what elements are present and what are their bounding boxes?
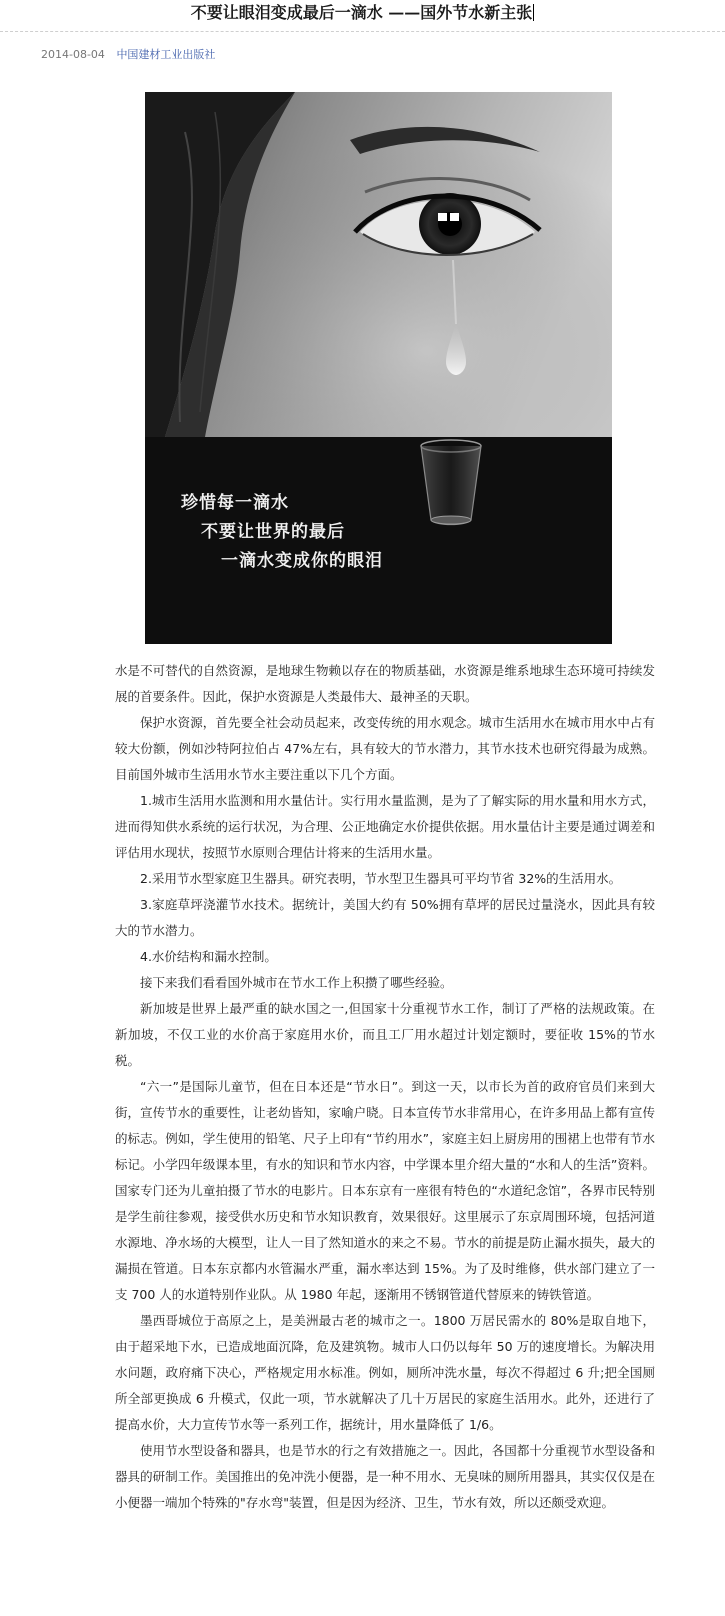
publish-date: 2014-08-04 xyxy=(41,48,105,61)
paragraph: 新加坡是世界上最严重的缺水国之一,但国家十分重视节水工作，制订了严格的法规政策。在新加坡，不仅工业的水价高于家庭用水价，而且工厂用水超过计划定额时，要征收 15%的节水税。 xyxy=(115,1001,655,1068)
paragraph: 使用节水型设备和器具，也是节水的行之有效措施之一。因此，各国都十分重视节水型设备和器具的研制工作。美国推出的免冲洗小便器，是一种不用水、无臭味的厕所用器具，其实仅仅是在小便器一端加个特殊的"存水弯"装置，但是因为经济、卫生，节水有效，所以还颇受欢迎。 xyxy=(115,1443,655,1510)
text-cursor xyxy=(533,4,534,21)
paragraph: 1.城市生活用水监测和用水量估计。实行用水量监测，是为了了解实际的用水量和用水方式，进而得知供水系统的运行状况，为合理、公正地确定水价提供依据。用水量估计主要是通过调差和评估用水现状，按照节水原则合理估计将来的生活用水量。 xyxy=(115,793,655,860)
article-body xyxy=(115,658,655,1516)
paragraph: 2.采用节水型家庭卫生器具。研究表明，节水型卫生器具可平均节省 32%的生活用水。 xyxy=(140,871,622,886)
paragraph: 接下来我们看看国外城市在节水工作上积攒了哪些经验。 xyxy=(140,975,453,990)
article-title xyxy=(0,0,725,28)
slogan-line-3: 一滴水变成你的眼泪 xyxy=(221,551,383,571)
poster-image xyxy=(145,92,612,644)
article-title-text: 不要让眼泪变成最后一滴水 ——国外节水新主张 xyxy=(190,3,533,22)
slogan-line-2: 不要让世界的最后 xyxy=(201,522,345,542)
paragraph: 水是不可替代的自然资源，是地球生物赖以存在的物质基础，水资源是维系地球生态环境可持续发展的首要条件。因此，保护水资源是人类最伟大、最神圣的天职。 xyxy=(115,663,655,704)
title-divider xyxy=(0,31,725,32)
paragraph: 3.家庭草坪浇灌节水技术。据统计，美国大约有 50%拥有草坪的居民过量浇水，因此具有较大的节水潜力。 xyxy=(115,897,655,938)
slogan-line-1: 珍惜每一滴水 xyxy=(181,493,289,513)
paragraph: “六一”是国际儿童节，但在日本还是“节水日”。到这一天，以市长为首的政府官员们来到大街，宣传节水的重要性，让老幼皆知，家喻户晓。日本宣传节水非常用心，在许多用品上都有宣传的标志。例如，学生使用的铅笔、尺子上印有“节约用水”，家庭主妇上厨房用的围裙上也带有节水标记。小学四年级课本里，有水的知识和节水内容，中学课本里介绍大量的“水和人的生活”资料。国家专门还为儿童拍摄了节水的电影片。日本东京有一座很有特色的“水道纪念馆”，各界市民特别是学生前往参观，接受供水历史和节水知识教育，效果很好。这里展示了东京周围环境，包括河道水源地、净水场的大模型，让人一目了然知道水的来之不易。节水的前提是防止漏水损失，最大的漏损在管道。日本东京都内水管漏水严重，漏水率达到 15%。为了及时维修，供水部门建立了一支 700 人的水道特别作业队。从 1980 年起，逐渐用不锈钢管道代替原来的铸铁管道。 xyxy=(115,1079,655,1302)
paragraph: 保护水资源，首先要全社会动员起来，改变传统的用水观念。城市生活用水在城市用水中占有较大份额，例如沙特阿拉伯占 47%左右，具有较大的节水潜力，其节水技术也研究得最为成熟。目前国外城市生活用水节水主要注重以下几个方面。 xyxy=(115,715,655,782)
paragraph: 4.水价结构和漏水控制。 xyxy=(140,949,277,964)
source-link[interactable]: 中国建材工业出版社 xyxy=(116,48,216,61)
paragraph: 墨西哥城位于高原之上，是美洲最古老的城市之一。1800 万居民需水的 80%是取自地下，由于超采地下水，已造成地面沉降，危及建筑物。城市人口仍以每年 50 万的速度增长。为解决用水问题，政府痛下决心，严格规定用水标准。例如，厕所冲洗水量，每次不得超过 6 升;把全国厕所全部更换成 6 升模式，仅此一项，节水就解决了几十万居民的家庭生活用水。此外，还进行了提高水价，大力宣传节水等一系列工作，据统计，用水量降低了 1/6。 xyxy=(115,1313,655,1432)
article-meta xyxy=(41,46,215,62)
